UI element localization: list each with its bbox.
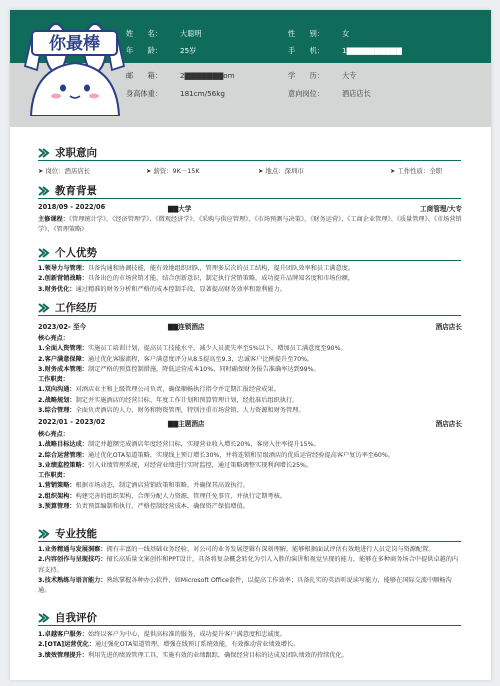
education-row — [288, 71, 356, 81]
job-details: 核心亮点： 1.战略目标达成：制定并超额完成酒店年度经营目标，实现营业收入增长20%，客房入住率提升15%。 2.综合运营管理：通过优化OTA渠道策略，实现线上预订增长30%，并将连锁和星级酒店的优质运营经验提高客户复访率至60%。 3.业绩监控策略：引入业绩管理系统，对经营业绩进行实时监控，通过策略调整实现利润增长25%。 工作职责： 1.营销策略：根据市场动态，制定酒店营销政策和策略，并确保其高效执行。 2.组织架构：构建完善的组织架构，合理分配人力资源，管理任免事宜，并执行定期考核。 3.预算管理：负责预算编制和执行，严格控制经营成本，确保资产保值增值。 — [38, 430, 462, 512]
gender-label: 性 别： — [288, 29, 324, 38]
intent-row — [288, 89, 371, 99]
section-work-header — [38, 300, 97, 315]
strengths-list — [38, 264, 462, 295]
phone-row — [288, 46, 402, 56]
list-item: 1.全面人资管理：实施员工培训计划，提高员工技能水平，减少人员流失率至5%以下，增加员工满意度至90%。 — [38, 345, 347, 353]
intent-position: ➤ 岗位：酒店店长 — [38, 167, 91, 175]
body-row — [126, 89, 225, 99]
list-item: 1.双向沟通：对酒店业主和上级管理公司负责，确保顺畅执行指令并定期汇报经营成果。 — [38, 386, 280, 394]
double-chevron-icon — [38, 185, 50, 197]
education-value: 大专 — [342, 71, 357, 80]
list-item: 2.组织架构：构建完善的组织架构，合理分配人力资源，管理任免事宜，并执行定期考核。 — [38, 492, 286, 500]
intent-label: 意向岗位： — [288, 89, 324, 98]
resume-page — [10, 10, 491, 680]
age-row — [126, 46, 196, 56]
list-item: 3.财务优化：通过精准的财务分析和严格的成本控制手段，显著提高财务效率和盈利能力。 — [38, 285, 286, 293]
job-title: 酒店店长 — [435, 420, 462, 428]
list-item: 2.内容创作与呈现技巧：擅长高质量文案创作和PPT设计，具备将复杂概念转化为引人入胜的演讲和视觉呈现的能力，能够在多种商务场合中提供卓越的内容支持。 — [38, 556, 459, 574]
job-company: ▇▇连锁酒店 — [168, 323, 205, 331]
list-item: 1.卓越客户服务：始终以客户为中心，提供高标准的服务，成功提升客户满意度和忠诚度。 — [38, 631, 286, 638]
self-eval-list — [38, 630, 462, 661]
job-company: ▇▇主题酒店 — [168, 420, 205, 428]
courses-label: 主修课程： — [38, 216, 69, 223]
section-education-header — [38, 183, 97, 198]
list-item: 3.业绩监控策略：引入业绩管理系统，对经营业绩进行实时监控，通过策略调整实现利润增长25%。 — [38, 461, 313, 469]
job-period: 2022/01 - 2023/02 — [38, 418, 106, 426]
intent-type: ➤ 工作性质：全职 — [390, 167, 443, 175]
section-skills-header — [38, 526, 97, 541]
list-item: 2.创新营销战略：具备出色的市场营销才能，结合创新意识，制定执行营销策略，成功提升品牌知名度和市场份额。 — [38, 275, 355, 283]
list-item: 1.战略目标达成：制定并超额完成酒店年度经营目标，实现营业收入增长20%，客房入住率提升15%。 — [38, 441, 320, 449]
list-item: 2.客户满意保障：通过优化客服流程，客户满意度评分从8.5提高至9.3，忠诚客户比例提升至70%。 — [38, 355, 314, 363]
courses-text: 《管理统计学》、《经济管理学》、《微观经济学》、《采购与供应管理》、《市场预测与决策》、《财务运营》、《工商企业管理》、《质量管理》、《市场营销学》、《管理策略》 — [38, 216, 462, 234]
double-chevron-icon — [38, 612, 50, 624]
job-header-row — [38, 321, 462, 331]
email-label: 邮 箱： — [126, 71, 162, 80]
list-item: 1.营销策略：根据市场动态，制定酒店营销政策和策略，并确保其高效执行。 — [38, 482, 249, 490]
education-major: 工商管理/大专 — [420, 205, 462, 213]
skills-list — [38, 545, 462, 596]
divider — [38, 260, 461, 261]
intent-value: 酒店店长 — [342, 89, 371, 98]
intent-salary: ➤ 薪资：9K－15K — [146, 167, 200, 175]
section-self-header — [38, 610, 97, 625]
email-row — [126, 71, 235, 81]
divider — [38, 160, 461, 161]
intent-location: ➤ 地点：深圳市 — [258, 167, 304, 175]
gender-row — [288, 29, 349, 39]
section-intent-header — [38, 145, 97, 160]
double-chevron-icon — [38, 147, 50, 159]
education-label: 学 历： — [288, 71, 324, 80]
list-item: 3.绩效管理提升：利用先进的绩效管理工具，实施有效的业绩跟踪，确保经营目标的达成及团队绩效的持续优化。 — [38, 651, 348, 659]
list-item: 3.综合管理：全面负责酒店的人力、财务和物资管理，特别注重市场营销、人力资源和财务管理。 — [38, 407, 305, 415]
gender-value: 女 — [342, 29, 350, 38]
job-title: 酒店店长 — [435, 323, 462, 331]
list-item: 1.领导力与管理：具备沟通和协调技能，能有效地组织团队，管理多层次的员工结构，提升团队效率和员工满意度。 — [38, 265, 355, 272]
education-header-row — [38, 203, 462, 213]
divider — [38, 541, 461, 542]
double-chevron-icon — [38, 247, 50, 259]
double-chevron-icon — [38, 302, 50, 314]
phone-value: 1▇▇▇▇▇▇▇▇▇▇ — [342, 46, 402, 55]
avatar — [23, 18, 126, 116]
section-title: 求职意向 — [55, 147, 97, 159]
list-item: 3.财务成本管理：制定严格的预算控制措施，降低运营成本10%，同时确保财务报告准确率达到99%。 — [38, 365, 320, 373]
education-period: 2018/09 - 2022/06 — [38, 203, 106, 211]
job-header-row — [38, 418, 462, 428]
education-school: ▇▇大学 — [168, 205, 192, 213]
section-title: 工作经历 — [55, 302, 97, 314]
body-label: 身高体重： — [126, 89, 162, 98]
name-value: 大聪明 — [180, 29, 202, 38]
list-item: 3.预算管理：负责预算编制和执行，严格控制经营成本，确保资产保值增值。 — [38, 503, 249, 511]
email-value: 2▇▇▇▇▇▇▇om — [180, 71, 235, 80]
section-title: 专业技能 — [55, 528, 97, 540]
body-value: 181cm/56kg — [180, 89, 225, 98]
double-chevron-icon — [38, 528, 50, 540]
phone-label: 手 机： — [288, 46, 324, 55]
section-title: 教育背景 — [55, 185, 97, 197]
education-courses — [38, 215, 462, 236]
list-item: 2.[OTA]运营优化：通过强化OTA渠道管理，增强在线预订系统效能，有效推动营业绩效增长。 — [38, 641, 300, 649]
divider — [38, 625, 461, 626]
job-details: 核心亮点： 1.全面人资管理：实施员工培训计划，提高员工技能水平，减少人员流失率至5%以下，增加员工满意度至90%。 2.客户满意保障：通过优化客服流程，客户满意度评分从8.5提高至9.3，忠诚客户比例提升至70%。 3.财务成本管理：制定严格的预算控制措施，降低运营成本10%，同时确保财务报告准确率达到99%。 工作职责： 1.双向沟通：对酒店业主和上级管理公司负责，确保顺畅执行指令并定期汇报经营成果。 2.战略规划：制定并实施酒店的经营目标、年度工作计划和预算管理计划，经批准后组织执行。 3.综合管理：全面负责酒店的人力、财务和物资管理，特别注重市场营销、人力资源和财务管理。 — [38, 334, 462, 416]
name-label: 姓 名： — [126, 29, 162, 38]
section-title: 自我评价 — [55, 612, 97, 624]
job-period: 2023/02- 至今 — [38, 323, 87, 331]
divider — [38, 198, 461, 199]
list-item: 3.技术熟练与语言能力：熟练掌握各种办公软件，如Microsoft Office套件，以提高工作效率；具备扎实的英语听说读写能力，能够在国际交流中顺畅沟通。 — [38, 576, 452, 595]
job-intent-row — [38, 166, 462, 176]
list-item: 2.战略规划：制定并实施酒店的经营目标、年度工作计划和预算管理计划，经批准后组织执行。 — [38, 396, 299, 404]
section-title: 个人优势 — [55, 247, 97, 259]
list-item: 2.综合运营管理：通过优化OTA渠道策略，实现线上预订增长30%，并将连锁和星级酒店的优质运营经验提高客户复访率至60%。 — [38, 451, 394, 459]
list-item: 1.业务精通与发展洞察：拥有丰富的一线基础业务经验，对公司的业务发展逻辑有深刻理解，能够根据面试评估有效地进行人员定岗与资源配置。 — [38, 546, 435, 553]
section-strengths-header — [38, 245, 97, 260]
age-value: 25岁 — [180, 46, 197, 55]
bunny-body-icon — [31, 63, 119, 116]
divider — [38, 315, 461, 316]
name-row — [126, 29, 202, 39]
age-label: 年 龄： — [126, 46, 162, 55]
badge-text: 你最棒 — [49, 34, 100, 54]
